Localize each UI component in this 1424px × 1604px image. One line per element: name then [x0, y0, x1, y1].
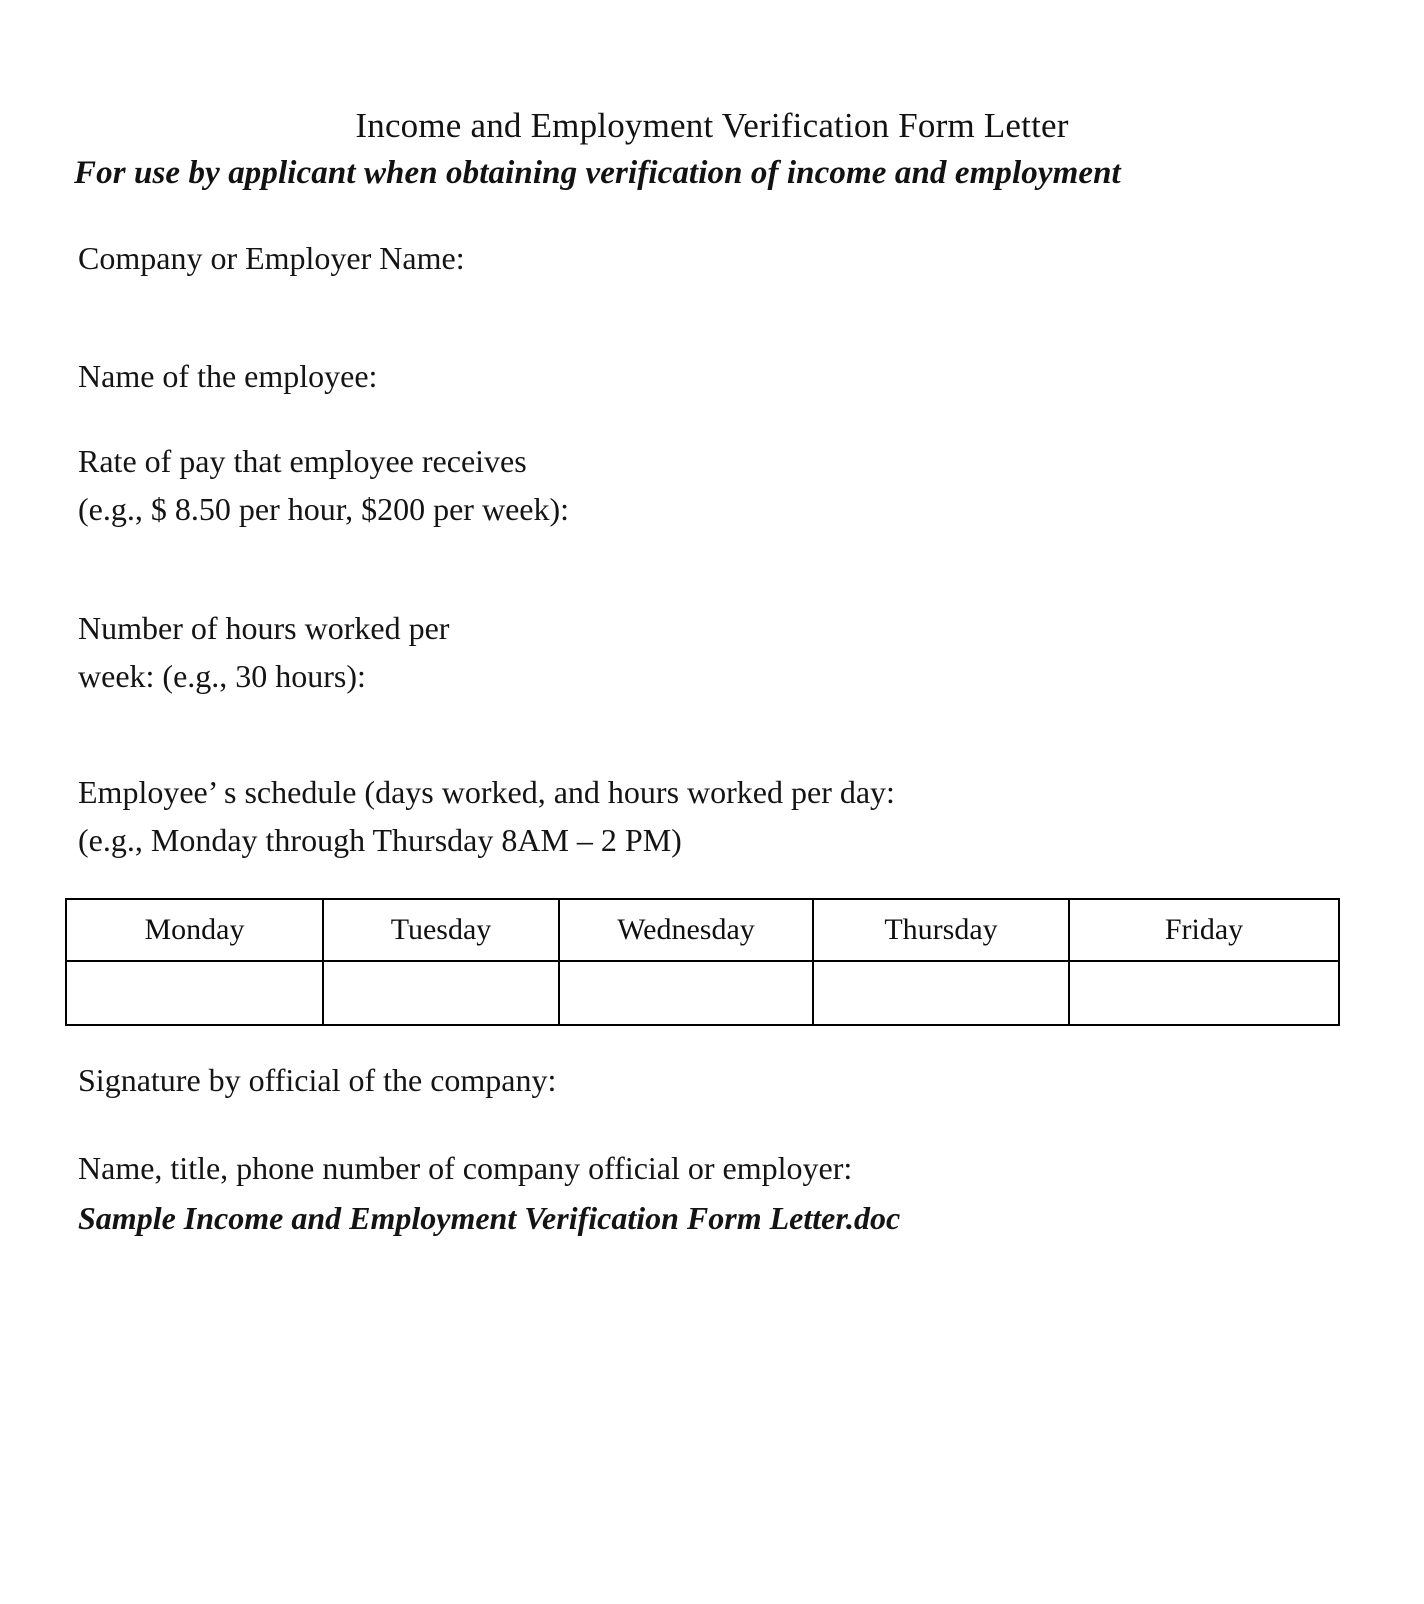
- table-row: [66, 961, 1339, 1025]
- table-header-row: [66, 899, 1339, 961]
- page-title: Income and Employment Verification Form Letter: [355, 106, 1069, 145]
- schedule-cell-friday[interactable]: [1069, 961, 1339, 1025]
- table-header-wednesday: Wednesday: [559, 899, 813, 961]
- field-rate-of-pay: [78, 437, 569, 533]
- source-filename-note: Sample Income and Employment Verification Form Letter.doc: [78, 1200, 901, 1236]
- table-header-tuesday: Tuesday: [323, 899, 559, 961]
- field-hours-worked-per-week: [78, 604, 449, 700]
- table-header-monday: Monday: [66, 899, 323, 961]
- page-subtitle: For use by applicant when obtaining verification of income and employment: [74, 155, 1121, 191]
- schedule-cell-monday[interactable]: [66, 961, 323, 1025]
- field-label-line: Company or Employer Name:: [78, 240, 465, 276]
- field-label-line: week: (e.g., 30 hours):: [78, 658, 366, 694]
- schedule-cell-tuesday[interactable]: [323, 961, 559, 1025]
- field-label-line: (e.g., $ 8.50 per hour, $200 per week):: [78, 491, 570, 527]
- field-employee-schedule: [78, 768, 895, 864]
- schedule-cell-wednesday[interactable]: [559, 961, 813, 1025]
- field-employee-name: [78, 352, 377, 400]
- field-company-or-employer-name: [78, 234, 465, 282]
- field-label-line: Number of hours worked per: [78, 610, 450, 646]
- field-label-line: Name of the employee:: [78, 358, 378, 394]
- field-name-title-phone: [78, 1144, 852, 1192]
- schedule-cell-thursday[interactable]: [813, 961, 1069, 1025]
- field-signature-by-official: [78, 1056, 556, 1104]
- field-label-line: Signature by official of the company:: [78, 1062, 557, 1098]
- field-label-line: (e.g., Monday through Thursday 8AM – 2 PM): [78, 822, 682, 858]
- table-header-thursday: Thursday: [813, 899, 1069, 961]
- field-label-line: Employee’ s schedule (days worked, and hours worked per day:: [78, 774, 895, 810]
- field-label-line: Rate of pay that employee receives: [78, 443, 527, 479]
- weekly-schedule-table: [65, 898, 1340, 1026]
- table-header-friday: Friday: [1069, 899, 1339, 961]
- field-label-line: Name, title, phone number of company official or employer:: [78, 1150, 853, 1186]
